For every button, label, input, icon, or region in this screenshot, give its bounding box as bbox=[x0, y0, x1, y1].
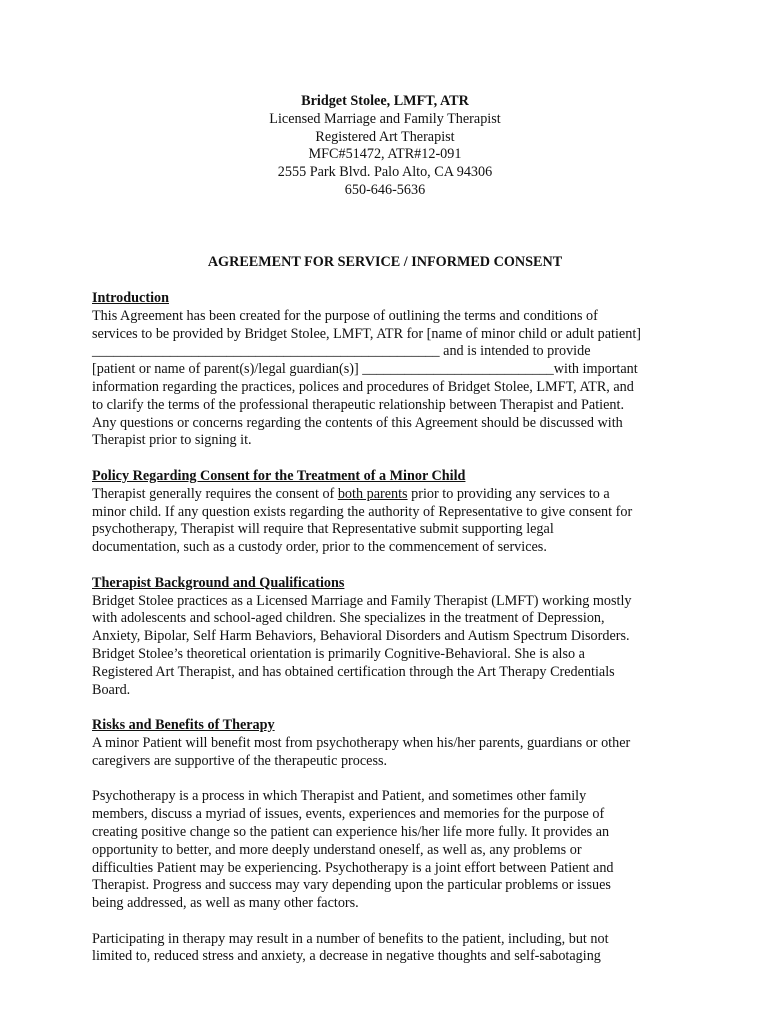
consent-policy-line: minor child. If any question exists regarding the authority of Representative to give consent for bbox=[92, 503, 633, 520]
background-line: Bridget Stolee’s theoretical orientation is primarily Cognitive-Behavioral. She is also a bbox=[92, 645, 585, 662]
consent-policy-line bbox=[92, 486, 682, 504]
introduction-line: to clarify the terms of the professional therapeutic relationship between Therapist and Patient. bbox=[92, 396, 624, 413]
office-address: 2555 Park Blvd. Palo Alto, CA 94306 bbox=[277, 164, 493, 181]
introduction-line: [patient or name of parent(s)/legal guardian(s)] ___________________________with important bbox=[92, 361, 638, 378]
introduction-line: Any questions or concerns regarding the contents of this Agreement should be discussed with bbox=[92, 414, 623, 431]
art-therapist-title: Registered Art Therapist bbox=[315, 128, 455, 145]
background-section bbox=[92, 575, 682, 700]
background-line: Bridget Stolee practices as a Licensed Marriage and Family Therapist (LMFT) working mostly bbox=[92, 592, 632, 609]
psychotherapy-line: Psychotherapy is a process in which Therapist and Patient, and sometimes other family bbox=[92, 788, 587, 805]
background-line: Registered Art Therapist, and has obtained certification through the Art Therapy Credentials bbox=[92, 663, 615, 680]
psychotherapy-line: being addressed, as well as many other factors. bbox=[92, 895, 359, 912]
introduction-line: information regarding the practices, polices and procedures of Bridget Stolee, LMFT, ATR, and bbox=[92, 378, 634, 395]
introduction-line: Therapist prior to signing it. bbox=[92, 432, 252, 449]
psychotherapy-line: creating positive change so the patient can experience his/her life more fully. It provides an bbox=[92, 823, 610, 840]
phone-number: 650-646-5636 bbox=[344, 181, 426, 198]
risks-line: A minor Patient will benefit most from psychotherapy when his/her parents, guardians or other bbox=[92, 734, 631, 751]
risks-section bbox=[92, 717, 682, 770]
introduction-heading: Introduction bbox=[92, 290, 169, 306]
document-body bbox=[92, 290, 682, 984]
psychotherapy-line: difficulties Patient may be experiencing. Psychotherapy is a joint effort between Patient and bbox=[92, 859, 614, 876]
psychotherapy-paragraph bbox=[92, 788, 682, 913]
background-line: with adolescents and school-aged children. She specializes in the treatment of Depression, bbox=[92, 610, 605, 627]
consent-policy-line: psychotherapy, Therapist will require that Representative submit supporting legal bbox=[92, 521, 554, 538]
introduction-section bbox=[92, 290, 682, 450]
introduction-line: services to be provided by Bridget Stolee, LMFT, ATR for [name of minor child or adult patient] bbox=[92, 325, 641, 342]
therapist-name: Bridget Stolee, LMFT, ATR bbox=[301, 93, 469, 109]
background-line: Anxiety, Bipolar, Self Harm Behaviors, Behavioral Disorders and Autism Spectrum Disorders. bbox=[92, 628, 630, 645]
psychotherapy-line: Therapist. Progress and success may vary depending upon the particular problems or issues bbox=[92, 877, 611, 894]
risks-line: caregivers are supportive of the therapeutic process. bbox=[92, 752, 388, 769]
risks-heading: Risks and Benefits of Therapy bbox=[92, 717, 275, 734]
benefits-paragraph bbox=[92, 931, 682, 967]
benefits-line: limited to, reduced stress and anxiety, a decrease in negative thoughts and self-sabotaging bbox=[92, 948, 601, 965]
background-line: Board. bbox=[92, 681, 131, 698]
license-title: Licensed Marriage and Family Therapist bbox=[269, 110, 501, 127]
introduction-line: This Agreement has been created for the purpose of outlining the terms and conditions of bbox=[92, 307, 598, 324]
letterhead bbox=[0, 93, 770, 200]
background-heading: Therapist Background and Qualifications bbox=[92, 574, 345, 591]
psychotherapy-line: members, discuss a myriad of issues, events, experiences and memories for the purpose of bbox=[92, 806, 605, 823]
introduction-line: _________________________________________________ and is intended to provide bbox=[92, 343, 591, 360]
consent-policy-section bbox=[92, 468, 682, 557]
consent-policy-heading: Policy Regarding Consent for the Treatment of a Minor Child bbox=[92, 467, 466, 484]
consent-text-after: prior to providing any services to a bbox=[407, 485, 610, 502]
consent-policy-line: documentation, such as a custody order, prior to the commencement of services. bbox=[92, 539, 547, 556]
benefits-line: Participating in therapy may result in a number of benefits to the patient, including, but not bbox=[92, 930, 609, 947]
document-title: AGREEMENT FOR SERVICE / INFORMED CONSENT bbox=[207, 254, 563, 270]
consent-text-before: Therapist generally requires the consent of bbox=[92, 485, 338, 502]
both-parents-emphasis: both parents bbox=[337, 485, 408, 502]
psychotherapy-line: opportunity to better, and more deeply understand oneself, as well as, any problems or bbox=[92, 841, 582, 858]
license-numbers: MFC#51472, ATR#12-091 bbox=[308, 146, 462, 163]
